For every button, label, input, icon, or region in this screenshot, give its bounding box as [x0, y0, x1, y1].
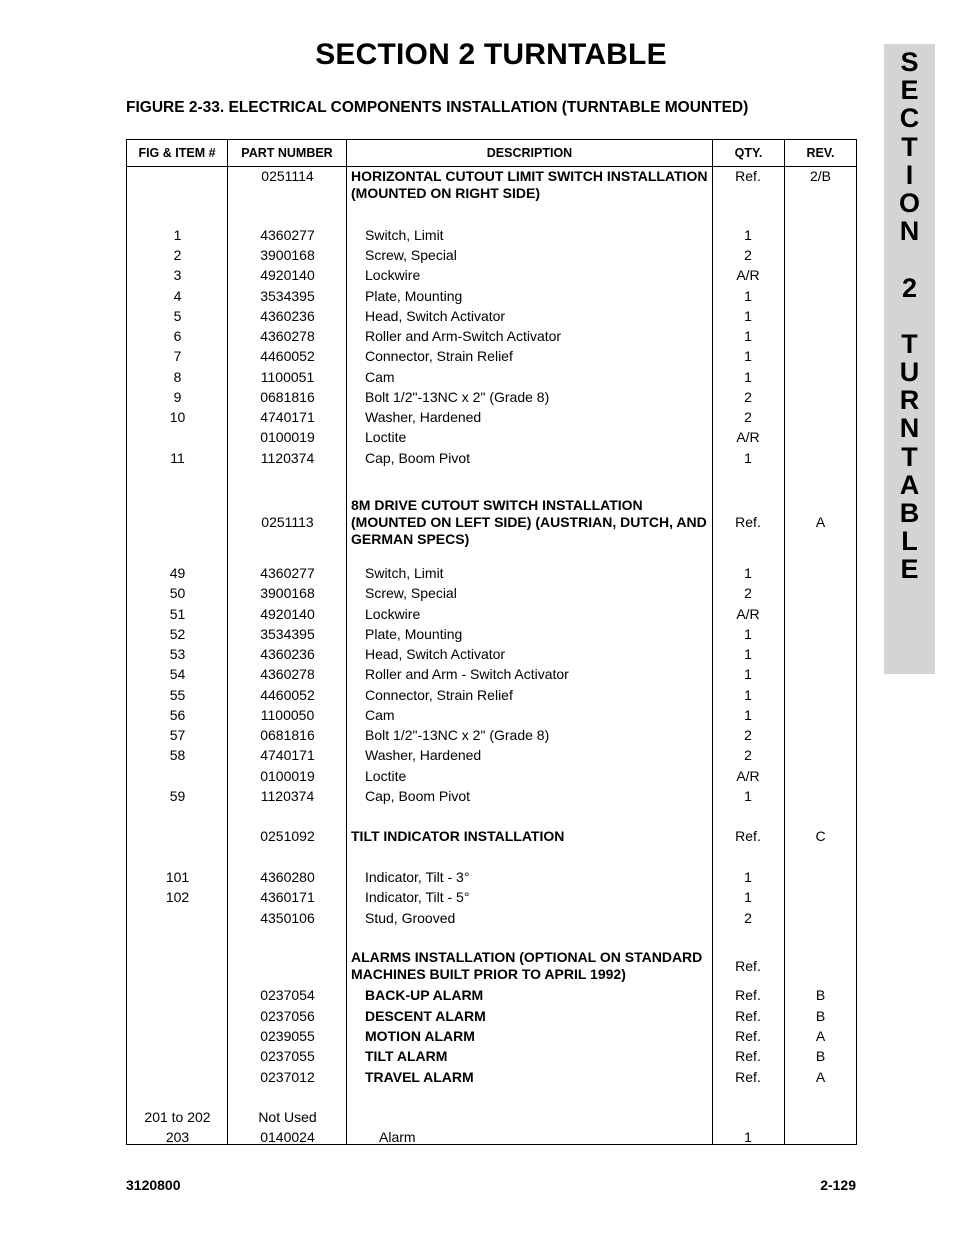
qty-cell: 1: [744, 328, 752, 344]
fig-item-cell: 59: [169, 788, 186, 804]
description-cell: TILT ALARM: [365, 1048, 448, 1064]
description-cell: Screw, Special: [365, 247, 457, 263]
description-cell: Lockwire: [365, 267, 421, 283]
qty-cell: A/R: [736, 267, 760, 283]
side-tab-letter: T: [901, 441, 918, 472]
side-tab-letter: R: [899, 385, 920, 416]
description-cell: Head, Switch Activator: [365, 646, 506, 662]
part-number-cell: 4350106: [260, 910, 315, 926]
fig-item-cell: 53: [169, 646, 186, 662]
qty-cell: 1: [744, 626, 752, 642]
part-number-cell: 0251114: [261, 168, 314, 184]
side-tab-letter: B: [899, 498, 920, 528]
part-number-cell: 0681816: [260, 389, 315, 405]
fig-item-cell: 5: [173, 308, 182, 324]
rev-cell: 2/B: [809, 168, 831, 184]
fig-item-cell: 6: [173, 328, 182, 344]
rev-cell: A: [815, 1028, 826, 1044]
part-number-cell: 1120374: [260, 788, 315, 804]
description-cell: Washer, Hardened: [365, 747, 482, 763]
qty-cell: 1: [744, 1129, 752, 1145]
side-tab-letter: E: [900, 554, 919, 585]
qty-cell: 1: [744, 308, 752, 324]
header-fig-item: FIG & ITEM #: [138, 146, 216, 160]
qty-cell: Ref.: [735, 1028, 761, 1044]
description-cell: 8M DRIVE CUTOUT SWITCH INSTALLATION (MOUNTED ON LEFT SIDE) (AUSTRIAN, DUTCH, AND GERMAN SPECS): [351, 497, 707, 547]
side-tab-letter: N: [899, 216, 920, 247]
description-cell: Switch, Limit: [365, 227, 444, 243]
side-tab-letter: C: [899, 103, 920, 134]
fig-item-cell: 55: [169, 687, 186, 703]
rev-cell: A: [815, 1069, 826, 1085]
side-tab-letter: N: [899, 413, 920, 444]
description-cell: DESCENT ALARM: [365, 1008, 486, 1024]
fig-item-cell: 203: [165, 1129, 190, 1145]
qty-cell: 1: [744, 565, 752, 581]
description-cell: Screw, Special: [365, 585, 457, 601]
part-number-cell: 0237054: [260, 987, 315, 1003]
description-cell: Switch, Limit: [365, 565, 444, 581]
part-number-cell: 0100019: [260, 429, 315, 445]
section-side-tab: [884, 44, 935, 674]
side-tab-letter: [884, 245, 935, 273]
part-number-cell: 4360280: [260, 869, 315, 885]
side-tab-letter: I: [905, 159, 914, 190]
header-description: DESCRIPTION: [486, 146, 573, 160]
fig-item-cell: 52: [169, 626, 186, 642]
qty-cell: 2: [744, 389, 752, 405]
fig-item-cell: 101: [165, 869, 190, 885]
description-cell: Head, Switch Activator: [365, 308, 506, 324]
qty-cell: 1: [744, 707, 752, 723]
fig-item-cell: 50: [169, 585, 186, 601]
part-number-cell: 4740171: [260, 747, 315, 763]
fig-item-cell: 51: [169, 606, 186, 622]
part-number-cell: Not Used: [258, 1109, 317, 1125]
part-number-cell: 0237012: [260, 1069, 315, 1085]
part-number-cell: 4360278: [260, 328, 315, 344]
qty-cell: 1: [744, 666, 752, 682]
rev-cell: C: [815, 828, 826, 844]
side-tab-letter: O: [898, 187, 920, 218]
qty-cell: 1: [744, 687, 752, 703]
fig-item-cell: 11: [170, 450, 185, 466]
part-number-cell: 0681816: [260, 727, 315, 743]
header-part-number: PART NUMBER: [241, 146, 333, 160]
rev-cell: B: [815, 1008, 826, 1024]
side-tab-letter: T: [901, 131, 918, 162]
description-cell: MOTION ALARM: [365, 1028, 475, 1044]
description-cell: Cap, Boom Pivot: [365, 788, 471, 804]
fig-item-cell: 201 to 202: [144, 1109, 211, 1125]
qty-cell: 1: [744, 646, 752, 662]
qty-cell: Ref.: [735, 828, 761, 844]
section-title: SECTION 2 TURNTABLE: [315, 38, 667, 71]
qty-cell: 2: [744, 910, 752, 926]
side-tab-letter: T: [901, 328, 918, 359]
fig-item-cell: 49: [169, 565, 186, 581]
side-tab-letter: A: [899, 469, 920, 500]
part-number-cell: 4460052: [260, 348, 315, 364]
description-cell: TILT INDICATOR INSTALLATION: [351, 828, 565, 844]
fig-item-cell: 1: [173, 227, 182, 243]
qty-cell: 1: [744, 450, 752, 466]
part-number-cell: 0251113: [261, 514, 314, 530]
part-number-cell: 4360277: [260, 227, 315, 243]
qty-cell: 2: [744, 585, 752, 601]
part-number-cell: 4740171: [260, 409, 315, 425]
part-number-cell: 4360277: [260, 565, 315, 581]
part-number-cell: 3900168: [260, 247, 315, 263]
description-cell: HORIZONTAL CUTOUT LIMIT SWITCH INSTALLATION (MOUNTED ON RIGHT SIDE): [351, 168, 708, 201]
fig-item-cell: 102: [165, 889, 190, 905]
description-cell: Alarm: [379, 1129, 416, 1145]
description-cell: Lockwire: [365, 606, 421, 622]
qty-cell: Ref.: [735, 514, 761, 530]
parts-table: [126, 139, 857, 1145]
side-tab-letter: [884, 302, 935, 330]
header-rev: REV.: [806, 146, 835, 160]
part-number-cell: 0251092: [260, 828, 315, 844]
qty-cell: 1: [744, 869, 752, 885]
part-number-cell: 4460052: [260, 687, 315, 703]
description-cell: Plate, Mounting: [365, 288, 463, 304]
part-number-cell: 4360278: [260, 666, 315, 682]
part-number-cell: 1100050: [260, 707, 315, 723]
qty-cell: Ref.: [735, 957, 761, 974]
fig-item-cell: 9: [173, 389, 182, 405]
part-number-cell: 3900168: [260, 585, 315, 601]
side-tab-letter: L: [901, 526, 918, 557]
description-cell: Washer, Hardened: [365, 409, 482, 425]
description-cell: Roller and Arm - Switch Activator: [365, 666, 569, 682]
qty-cell: Ref.: [735, 987, 761, 1003]
part-number-cell: 4920140: [260, 267, 315, 283]
description-cell: BACK-UP ALARM: [365, 987, 484, 1003]
description-cell: Cap, Boom Pivot: [365, 450, 471, 466]
part-number-cell: 4360171: [260, 889, 315, 905]
fig-item-cell: 10: [169, 409, 186, 425]
description-cell: Indicator, Tilt - 5°: [365, 889, 470, 905]
description-cell: Loctite: [365, 429, 407, 445]
qty-cell: 1: [744, 288, 752, 304]
fig-item-cell: 54: [169, 666, 186, 682]
fig-item-cell: 7: [173, 348, 182, 364]
qty-cell: Ref.: [735, 1069, 761, 1085]
part-number-cell: 0100019: [260, 768, 315, 784]
part-number-cell: 3534395: [260, 626, 315, 642]
rev-cell: A: [815, 514, 826, 530]
part-number-cell: 3534395: [260, 288, 315, 304]
fig-item-cell: 57: [169, 727, 186, 743]
part-number-cell: 0237055: [260, 1048, 315, 1064]
part-number-cell: 4360236: [260, 308, 315, 324]
qty-cell: 1: [744, 369, 752, 385]
fig-item-cell: 58: [169, 747, 186, 763]
qty-cell: Ref.: [735, 168, 761, 184]
page-number: 2-129: [820, 1177, 856, 1193]
part-number-cell: 4360236: [260, 646, 315, 662]
description-cell: Roller and Arm-Switch Activator: [365, 328, 562, 344]
qty-cell: 2: [744, 727, 752, 743]
qty-cell: 2: [744, 409, 752, 425]
description-cell: Connector, Strain Relief: [365, 348, 513, 364]
part-number-cell: 1100051: [260, 369, 315, 385]
description-cell: Connector, Strain Relief: [365, 687, 513, 703]
part-number-cell: 1120374: [260, 450, 315, 466]
side-tab-letter: 2: [901, 272, 918, 303]
part-number-cell: 0140024: [260, 1129, 315, 1145]
description-cell: Bolt 1/2"-13NC x 2" (Grade 8): [365, 727, 550, 743]
qty-cell: 2: [744, 247, 752, 263]
table-header: [127, 140, 856, 167]
qty-cell: 1: [744, 889, 752, 905]
part-number-cell: 0239055: [260, 1028, 315, 1044]
description-cell: Cam: [365, 707, 395, 723]
fig-item-cell: 56: [169, 707, 186, 723]
qty-cell: 1: [744, 788, 752, 804]
description-cell: Cam: [365, 369, 395, 385]
side-tab-letters: [884, 48, 935, 584]
fig-item-cell: 4: [173, 288, 182, 304]
rev-cell: B: [815, 987, 826, 1003]
description-cell: Indicator, Tilt - 3°: [365, 869, 470, 885]
part-number-cell: 0237056: [260, 1008, 315, 1024]
figure-title: FIGURE 2-33. ELECTRICAL COMPONENTS INSTALLATION (TURNTABLE MOUNTED): [126, 99, 749, 116]
description-cell: TRAVEL ALARM: [365, 1069, 474, 1085]
side-tab-letter: S: [900, 47, 919, 77]
qty-cell: A/R: [736, 768, 760, 784]
description-cell: ALARMS INSTALLATION (OPTIONAL ON STANDARD MACHINES BUILT PRIOR TO APRIL 1992): [351, 949, 703, 982]
description-cell: Plate, Mounting: [365, 626, 463, 642]
qty-cell: A/R: [736, 606, 760, 622]
part-number-cell: 4920140: [260, 606, 315, 622]
document-number: 3120800: [126, 1177, 181, 1193]
fig-item-cell: 8: [173, 369, 182, 385]
side-tab-letter: U: [899, 357, 920, 388]
description-cell: Loctite: [365, 768, 407, 784]
fig-item-cell: 2: [173, 247, 182, 263]
qty-cell: Ref.: [735, 1008, 761, 1024]
header-qty: QTY.: [734, 146, 763, 160]
fig-item-cell: 3: [173, 267, 182, 283]
qty-cell: Ref.: [735, 1048, 761, 1064]
description-cell: Bolt 1/2"-13NC x 2" (Grade 8): [365, 389, 550, 405]
qty-cell: 1: [744, 227, 752, 243]
qty-cell: 2: [744, 747, 752, 763]
side-tab-letter: E: [900, 75, 919, 106]
qty-cell: A/R: [736, 429, 760, 445]
rev-cell: B: [815, 1048, 826, 1064]
qty-cell: 1: [744, 348, 752, 364]
description-cell: Stud, Grooved: [365, 910, 456, 926]
